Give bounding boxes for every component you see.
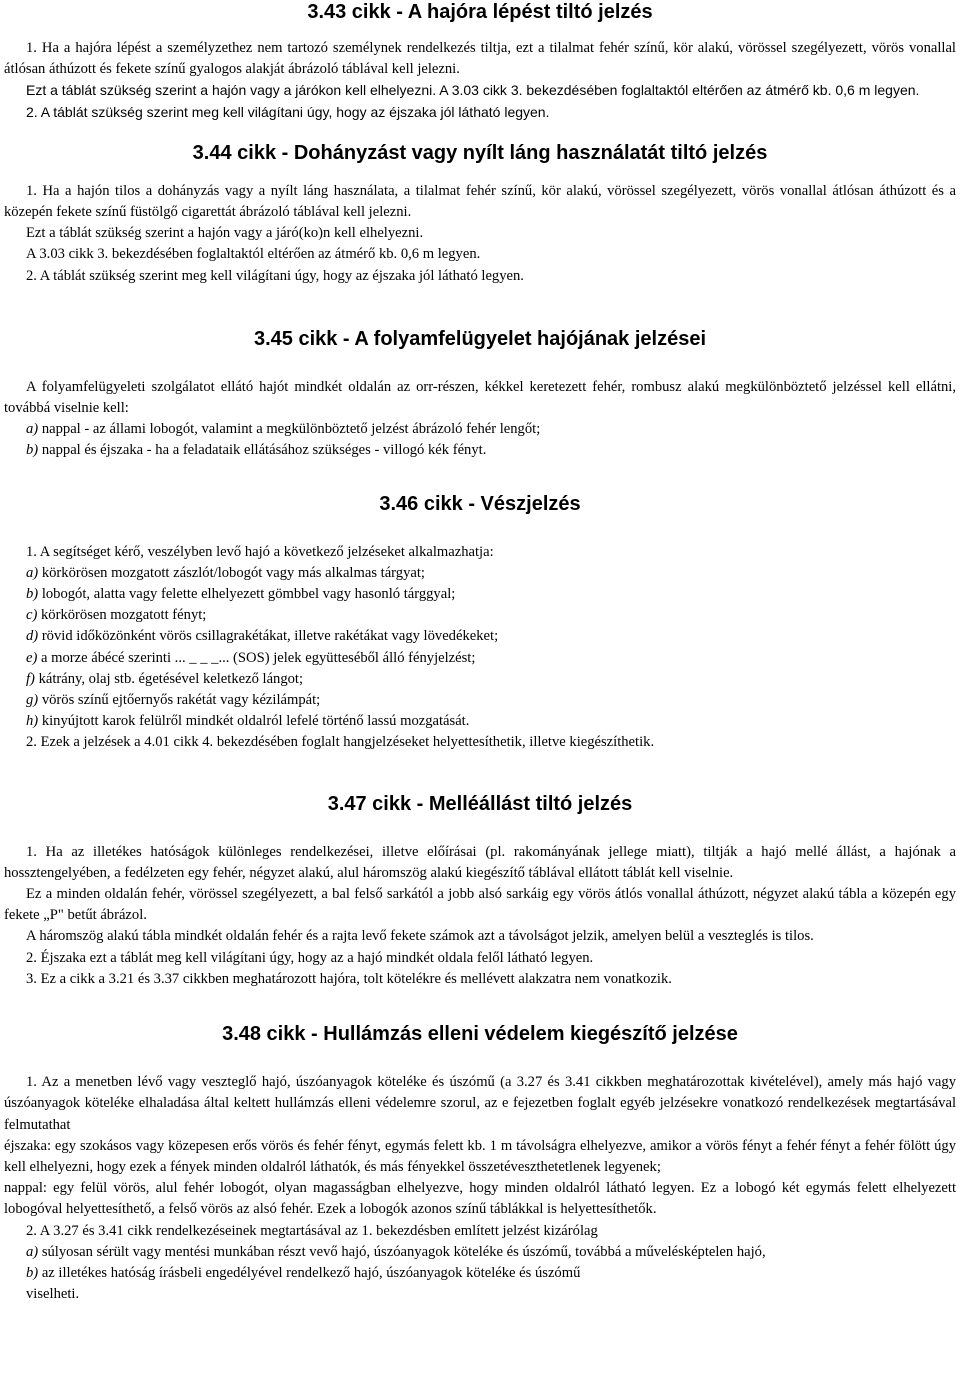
list-label: b) xyxy=(26,1264,39,1281)
list-text: körkörösen mozgatott zászlót/lobogót vagy más alkalmas tárgyat; xyxy=(38,564,425,581)
paragraph-3-44-4: 2. A táblát szükség szerint meg kell világítani úgy, hogy az éjszaka jól látható legyen. xyxy=(26,267,524,284)
list-text: körkörösen mozgatott fényt; xyxy=(37,607,207,624)
paragraph-3-43-3: 2. A táblát szükség szerint meg kell világítani úgy, hogy az éjszaka jól látható legyen. xyxy=(26,103,550,120)
paragraph-3-48-night: éjszaka: egy szokásos vagy közepesen erős vörös és fehér fényt, egymás felett kb. 1 m távolságra elhelyezve, amikor a vörös fényt a fehér fényt a fehér fölött úgy kell elhelyezni, hogy ezek a fények minden oldalról láthatók, és más fényekkel összetéveszthetetlenek legyenek; xyxy=(4,1137,956,1175)
list-item-3-46-g xyxy=(4,690,956,711)
list-label: b) xyxy=(26,442,39,459)
list-item-3-46-d xyxy=(4,626,956,647)
list-text: nappal és éjszaka - ha a feladataik ellátásához szükséges - villogó kék fényt. xyxy=(38,442,487,459)
list-label: c) xyxy=(26,607,38,624)
list-text: vörös színű ejtőernyős rakétát vagy kézilámpát; xyxy=(38,692,321,709)
section-title-3-45: 3.45 cikk - A folyamfelügyelet hajójának jelzései xyxy=(253,327,707,350)
list-item-3-48-b xyxy=(4,1263,956,1284)
section-title-3-48: 3.48 cikk - Hullámzás elleni védelem kiegészítő jelzése xyxy=(222,1023,738,1046)
list-item-3-45-a xyxy=(4,419,956,440)
list-text: lobogót, alatta vagy felette elhelyezett gömbbel vagy hasonló tárggyal; xyxy=(38,586,456,603)
paragraph-3-44-2: Ezt a táblát szükség szerint a hajón vagy a járó(ko)n kell elhelyezni. xyxy=(26,225,424,242)
list-text: az illetékes hatóság írásbeli engedélyével rendelkező hajó, úszóanyagok köteléke és úszómű xyxy=(38,1264,581,1281)
paragraph-3-47-4: 2. Éjszaka ezt a táblát meg kell világítani úgy, hogy az a hajó mindkét oldala felől látható legyen. xyxy=(26,949,594,966)
section-3-44 xyxy=(4,141,956,287)
paragraph-3-47-3: A háromszög alakú tábla mindkét oldalán fehér és a rajta levő fekete számok azt a távolságot jelzik, amelyen belül a veszteglés is tilos. xyxy=(26,928,814,945)
list-label: h) xyxy=(26,713,39,730)
list-label: f) xyxy=(26,670,35,687)
list-text: kátrány, olaj stb. égetésével keletkező lángot; xyxy=(34,670,304,687)
section-3-47 xyxy=(4,792,956,990)
paragraph-3-44-3: A 3.03 cikk 3. bekezdésében foglaltaktól eltérően az átmérő kb. 0,6 m legyen. xyxy=(26,246,481,263)
list-item-3-46-f xyxy=(4,669,956,690)
section-title-3-44: 3.44 cikk - Dohányzást vagy nyílt láng használatát tiltó jelzés xyxy=(192,141,768,164)
list-item-3-48-a xyxy=(4,1242,956,1263)
list-item-3-46-h xyxy=(4,711,956,732)
list-text: nappal - az állami lobogót, valamint a megkülönböztető jelzést ábrázoló fehér lengőt; xyxy=(38,421,541,438)
list-label: a) xyxy=(26,564,39,581)
section-title-3-43: 3.43 cikk - A hajóra lépést tiltó jelzés xyxy=(307,1,653,23)
paragraph-3-43-2: Ezt a táblát szükség szerint a hajón vagy a járókon kell elhelyezni. A 3.03 cikk 3. bekezdésében foglaltaktól eltérően az átmérő kb. 0,6 m legyen. xyxy=(26,82,920,99)
list-label: a) xyxy=(26,421,39,438)
list-item-3-46-a xyxy=(4,563,956,584)
paragraph-3-44-1: 1. Ha a hajón tilos a dohányzás vagy a nyílt láng használata, a tilalmat fehér színű, kör alakú, vörössel szegélyezett, vörös vonallal átlósan áthúzott és a közepén fekete színű füstölgő cigarettát ábrázoló táblával kell jelezni. xyxy=(4,182,956,221)
list-label: g) xyxy=(26,692,39,709)
list-item-3-45-b xyxy=(4,440,956,461)
section-3-43 xyxy=(4,0,956,123)
list-label: a) xyxy=(26,1243,39,1260)
section-title-3-47: 3.47 cikk - Melléállást tiltó jelzés xyxy=(327,792,633,815)
paragraph-3-47-5: 3. Ez a cikk a 3.21 és 3.37 cikkben meghatározott hajóra, tolt kötelékre és mellévett alakzatra nem vonatkozik. xyxy=(26,970,672,987)
list-item-3-46-e xyxy=(4,648,956,669)
list-item-3-46-c xyxy=(4,605,956,626)
list-item-3-46-b xyxy=(4,584,956,605)
list-text: kinyújtott karok felülről mindkét oldalról lefelé történő lassú mozgatását. xyxy=(38,713,470,730)
paragraph-3-46-2: 2. Ezek a jelzések a 4.01 cikk 4. bekezdésében foglalt hangjelzéseket helyettesíthetik, illetve kiegészíthetik. xyxy=(26,734,655,751)
section-3-45 xyxy=(4,327,956,462)
paragraph-3-46-1: 1. A segítséget kérő, veszélyben levő hajó a következő jelzéseket alkalmazhatja: xyxy=(26,543,494,560)
list-label: d) xyxy=(26,628,39,645)
section-title-3-46: 3.46 cikk - Vészjelzés xyxy=(379,492,581,515)
section-3-46 xyxy=(4,492,956,754)
list-label: b) xyxy=(26,586,39,603)
list-text: a morze ábécé szerinti ... _ _ _... (SOS) jelek együtteséből álló fényjelzést; xyxy=(37,649,476,666)
list-text: rövid időközönként vörös csillagrakétákat, illetve rakétákat vagy lövedékeket; xyxy=(38,628,499,645)
paragraph-3-43-1: 1. Ha a hajóra lépést a személyzethez nem tartozó személynek rendelkezés tiltja, ezt a tilalmat fehér színű, kör alakú, vörössel szegélyezett, vörös vonallal átlósan áthúzott és fekete színű gyalogos alakját ábrázoló táblával kell jelezni. xyxy=(4,40,956,78)
paragraph-3-48-day: nappal: egy felül vörös, alul fehér lobogót, olyan magasságban elhelyezve, hogy minden oldalról látható legyen. Ez a lobogó két egymás felett elhelyezett lobogóval helyettesíthető, a felső vörös az alsó fehér. Ezek a lobogók azonos színű táblákkal is helyettesíthetők. xyxy=(4,1180,956,1218)
paragraph-3-47-1: 1. Ha az illetékes hatóságok különleges rendelkezései, illetve előírásai (pl. rakományának jellege miatt), tiltják a hajó mellé állást, a hajónak a hossztengelyében, a fedélzeten egy fehér, négyzet alakú, alul háromszög alakú kiegészítő táblával ellátott táblát kell viselnie. xyxy=(4,843,956,881)
paragraph-3-47-2: Ez a minden oldalán fehér, vörössel szegélyezett, a bal felső sarkától a jobb alsó sarkáig egy vörös átlós vonallal áthúzott, négyzet alakú tábla a közepén egy fekete „P" betűt ábrázol. xyxy=(4,886,956,924)
paragraph-3-45-1: A folyamfelügyeleti szolgálatot ellátó hajót mindkét oldalán az orr-részen, kékkel keretezett fehér, rombusz alakú megkülönböztető jelzéssel kell ellátni, továbbá viselnie kell: xyxy=(4,378,956,417)
paragraph-3-48-2: 2. A 3.27 és 3.41 cikk rendelkezéseinek megtartásával az 1. bekezdésben említett jelzést kizárólag xyxy=(26,1222,598,1239)
list-label: e) xyxy=(26,649,38,666)
paragraph-3-48-end: viselheti. xyxy=(26,1286,80,1303)
list-text: súlyosan sérült vagy mentési munkában részt vevő hajó, úszóanyagok köteléke és úszómű, továbbá a művelésképtelen hajó, xyxy=(38,1243,766,1260)
paragraph-3-48-1: 1. Az a menetben lévő vagy veszteglő hajó, úszóanyagok köteléke és úszómű (a 3.27 és 3.41 cikkben meghatározottak kivételével), amely más hajó vagy úszóanyagok köteléke elhaladása által keltett hullámzás elleni védelemre szorul, az e fejezetben foglalt egyéb jelzésekre vonatkozó rendelkezések megtartásával felmutathat xyxy=(4,1074,956,1133)
section-3-48 xyxy=(4,1022,956,1305)
